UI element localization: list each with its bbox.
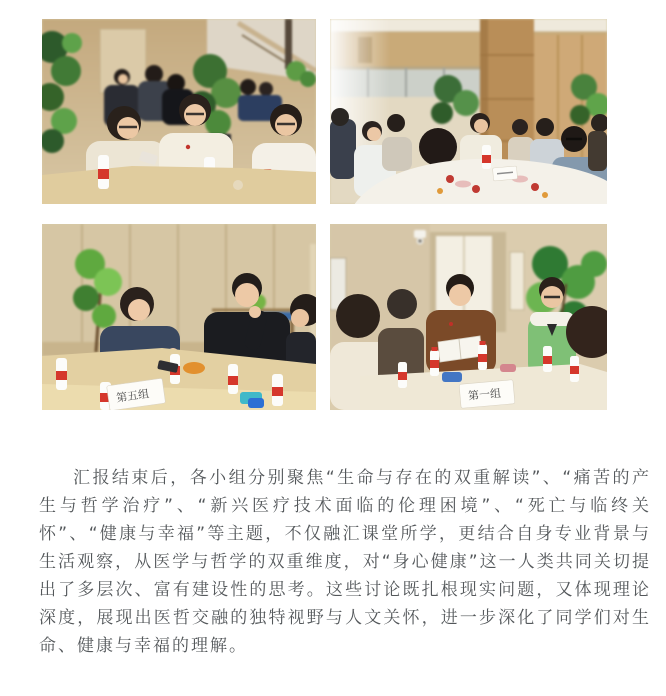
- photo-3-illustration: [42, 224, 316, 410]
- photo-group-discussion-1[interactable]: [42, 19, 316, 204]
- photo-group-discussion-2[interactable]: [330, 19, 607, 204]
- photo-group-one[interactable]: [330, 224, 607, 410]
- photo-2-illustration: [330, 19, 607, 204]
- photo-4-illustration: [330, 224, 607, 410]
- summary-paragraph: 汇报结束后，各小组分别聚焦“生命与存在的双重解读”、“痛苦的产生与哲学治疗”、“新兴医疗技术面临的伦理困境”、“死亡与临终关怀”、“健康与幸福”等主题，不仅融汇课堂所学，更结合自身专业背景与生活观察，从医学与哲学的双重维度，对“身心健康”这一人类共同关切提出了多层次、富有建设性的思考。这些讨论既扎根现实问题，又体现理论深度，展现出医哲交融的独特视野与人文关怀，进一步深化了同学们对生命、健康与幸福的理解。: [39, 468, 651, 656]
- group-name-card-label: 第五组: [115, 387, 150, 405]
- group-name-card: [459, 380, 515, 409]
- small-name-card: [493, 166, 518, 181]
- photo-group-five[interactable]: [42, 224, 316, 410]
- photo-1-illustration: [42, 19, 316, 204]
- group-name-card-label: 第一组: [467, 386, 502, 403]
